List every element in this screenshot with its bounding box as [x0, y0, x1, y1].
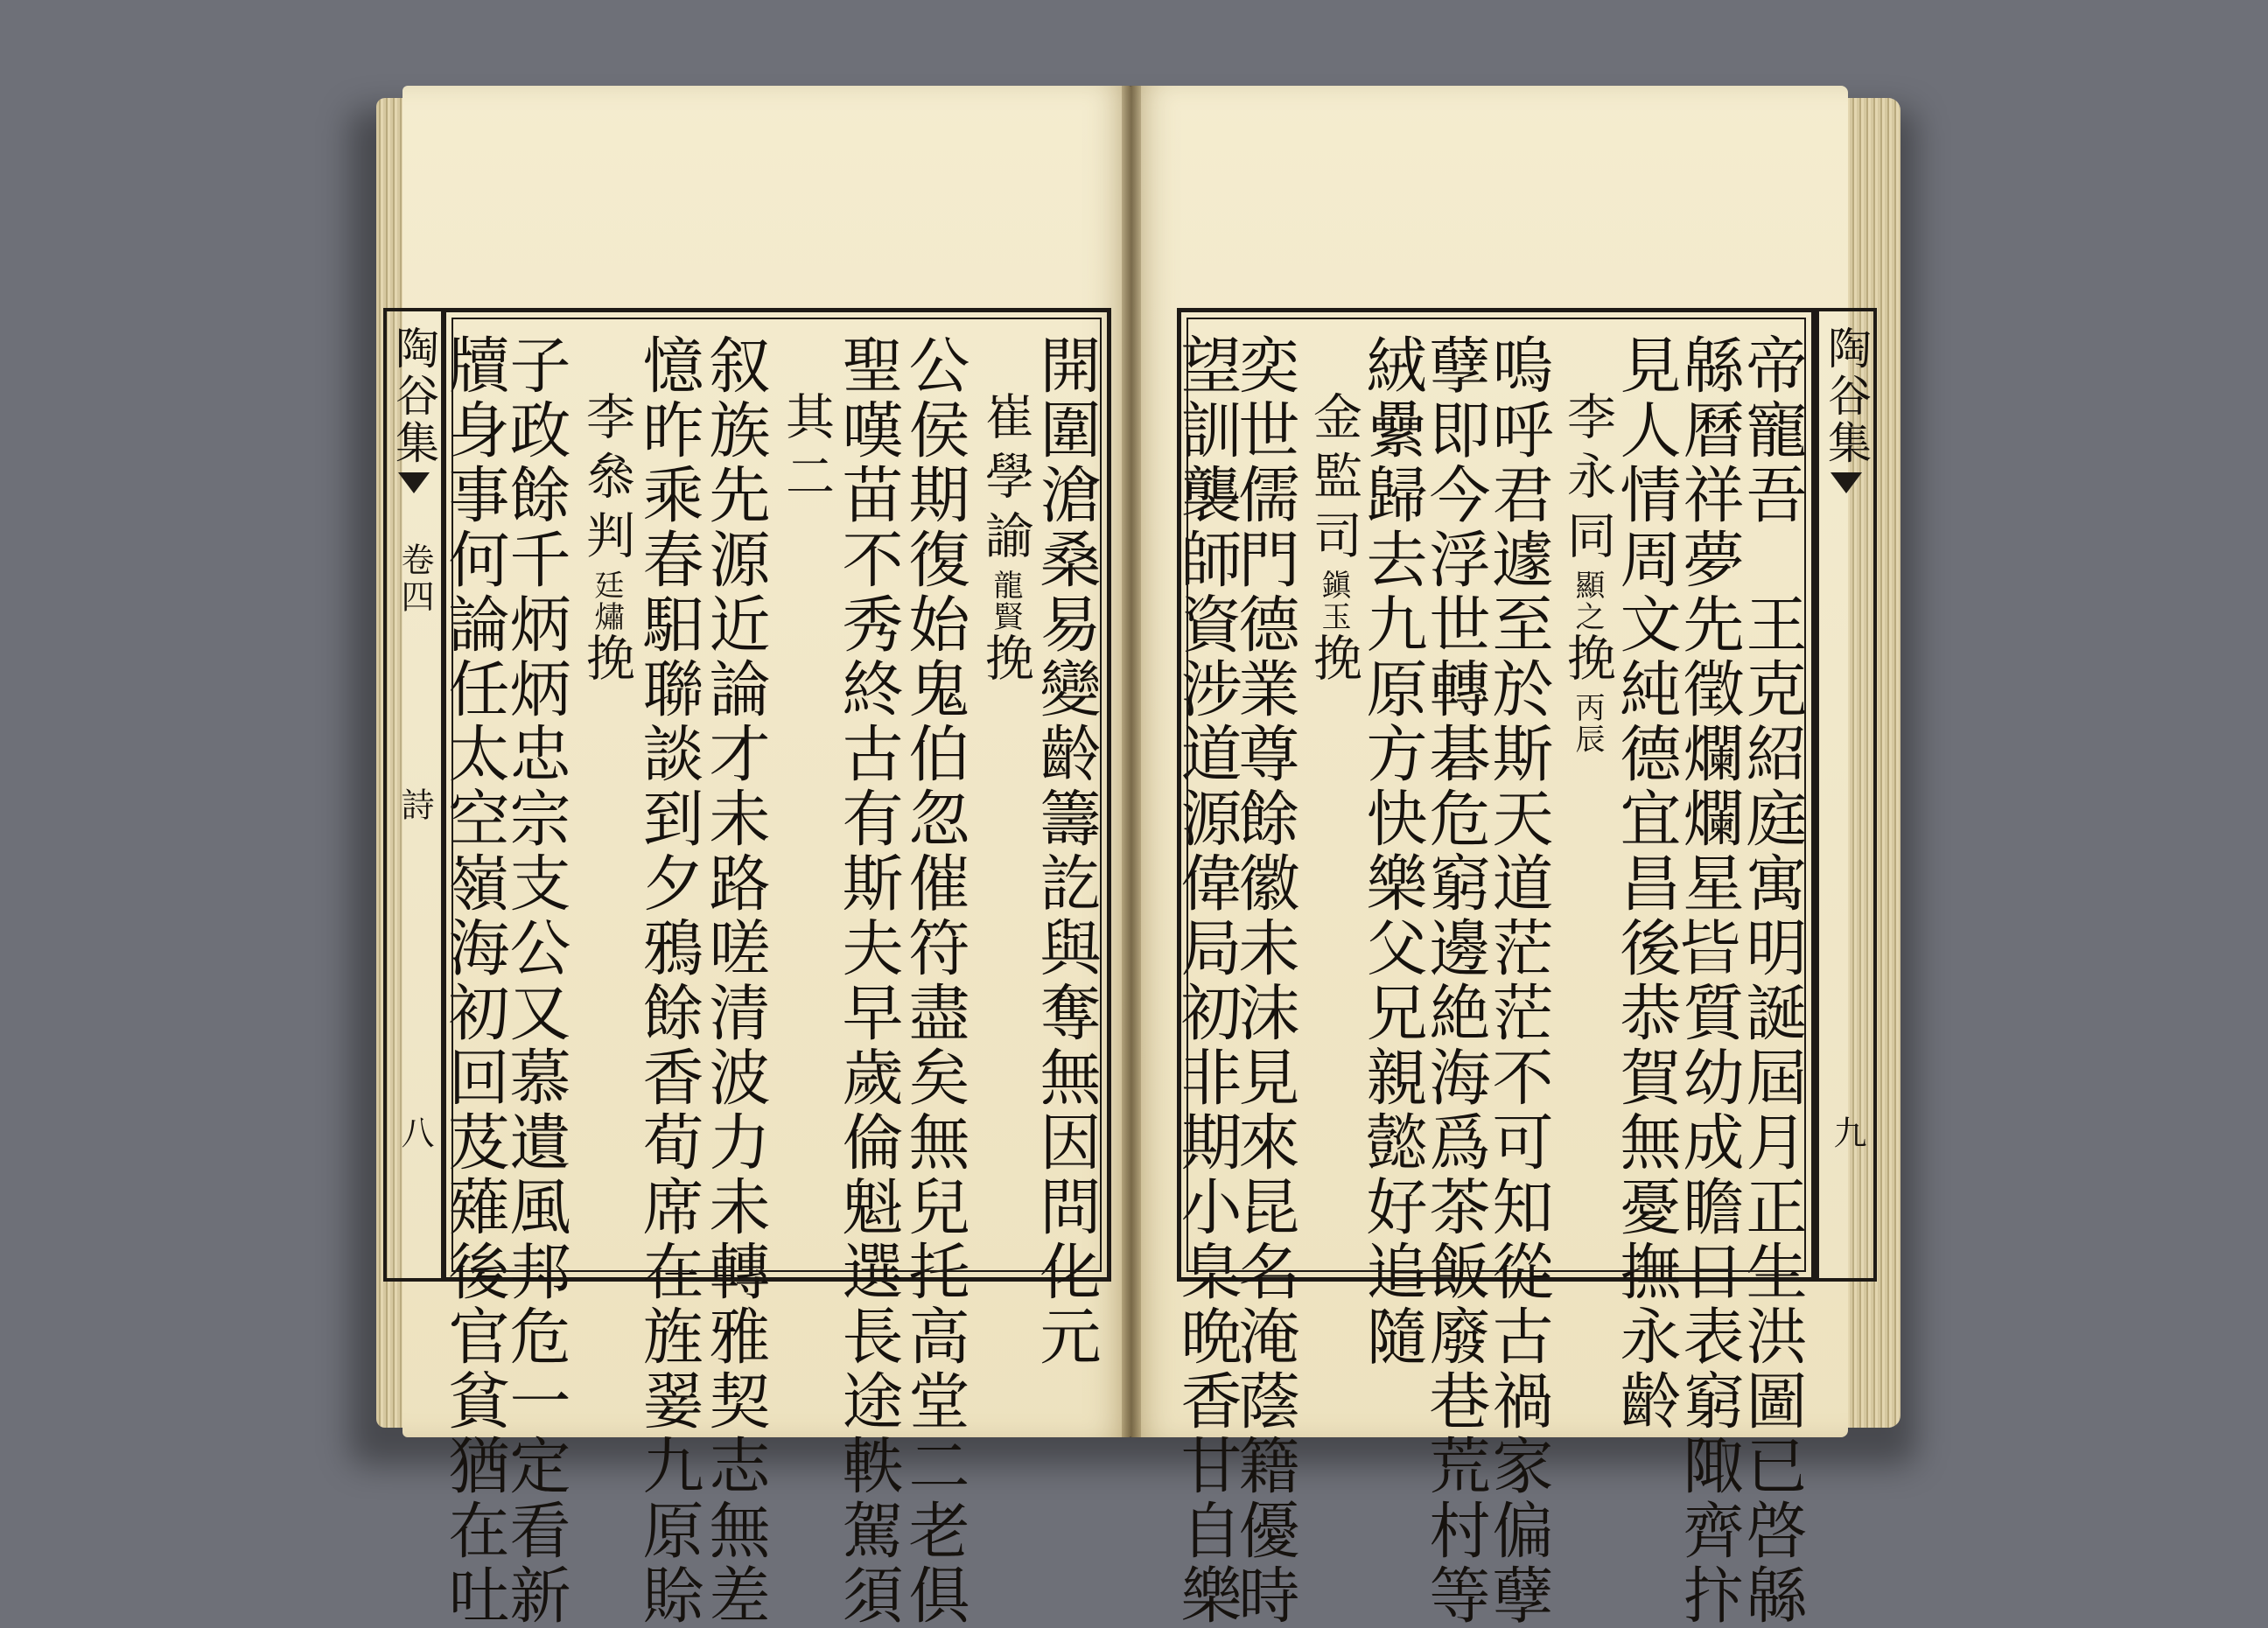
heading-note: 鎭玉	[1316, 569, 1351, 632]
heading-note: 顯之	[1570, 569, 1605, 632]
heading-tail: 挽	[977, 632, 1034, 692]
heading-name: 李永同	[1559, 391, 1616, 569]
text-column: 孽即今浮世轉碁危窮邊絶海爲茶飯廢巷荒村等	[1419, 333, 1491, 1628]
left-margin-page: 八	[396, 1115, 434, 1152]
text-column: 嗚呼君遽至於斯天道茫茫不可知從古禍家偏孽	[1482, 333, 1554, 1628]
book-gutter	[1122, 86, 1141, 1437]
text-column: 緜曆祥夢先徵爛爛星𣅜質幼成瞻日表窮陬齊抃	[1673, 333, 1745, 1628]
fish-tail-ornament	[1830, 472, 1862, 493]
poem-heading	[1559, 391, 1616, 1318]
heading-tail: 挽	[1559, 632, 1616, 692]
heading-note: 龍賢	[988, 569, 1023, 632]
text-column: 見人情周文純德宜昌後恭賀無憂撫永齡	[1610, 333, 1682, 1434]
text-column: 叙族先源近論才未路嗟清波力未轉雅契志無差	[699, 333, 771, 1628]
text-column: 聖嘆苗不秀終古有斯夫早歲倫魁選長途軼駕須	[832, 333, 904, 1628]
heading-note: 廷熽	[589, 569, 624, 632]
poem-heading	[977, 391, 1034, 1318]
heading-tail: 挽	[1306, 632, 1362, 692]
heading-name: 李叅判	[578, 391, 635, 569]
fish-tail-ornament	[398, 472, 430, 493]
text-column: 奕世儒門德業尊餘徽未沫見來昆名淹蔭籍優時	[1228, 333, 1300, 1628]
heading-name: 金監司	[1306, 391, 1362, 569]
heading-tail: 挽	[578, 632, 635, 692]
text-column: 牘身事何論任太空嶺海初回芨薙後官貧猶在吐	[438, 333, 510, 1628]
heading-date: 丙辰	[1570, 692, 1605, 755]
text-column: 絨纍歸去九原方快樂父兄親懿好追隨	[1356, 333, 1428, 1369]
text-column: 開圍滄桑易變齡籌訖與奪無因問化元	[1030, 333, 1102, 1369]
poem-heading	[578, 391, 635, 1318]
text-column: 帝寵吾 王克紹庭寓明誕屆月正生洪圖已啓緜	[1736, 333, 1808, 1628]
text-column: 憶昨乘春馹聯談到夕鴉餘香荀席在旌翣九原賒	[633, 333, 704, 1628]
right-margin-title: 陶谷集	[1821, 325, 1872, 467]
poem-subheading: 其二	[778, 391, 835, 510]
left-margin-section: 詩	[396, 787, 434, 824]
text-column: 望訓襲師資涉道源偉局初非期小臬晩香甘自樂	[1171, 333, 1242, 1628]
right-text-panel	[1171, 308, 1816, 1628]
left-margin-volume: 卷四	[396, 542, 434, 616]
poem-heading	[1306, 391, 1362, 1318]
heading-name: 崔學諭	[977, 391, 1034, 569]
text-column: 子政餘千炳炳忠宗支公又慕遺風邦危一定看新	[500, 333, 571, 1628]
text-column: 公侯期復始鬼伯忽催符盡矣無兒托高堂二老俱	[899, 333, 970, 1628]
left-text-panel	[438, 308, 1111, 1628]
right-margin-page: 九	[1828, 1115, 1866, 1152]
left-margin-title: 陶谷集	[388, 325, 439, 467]
